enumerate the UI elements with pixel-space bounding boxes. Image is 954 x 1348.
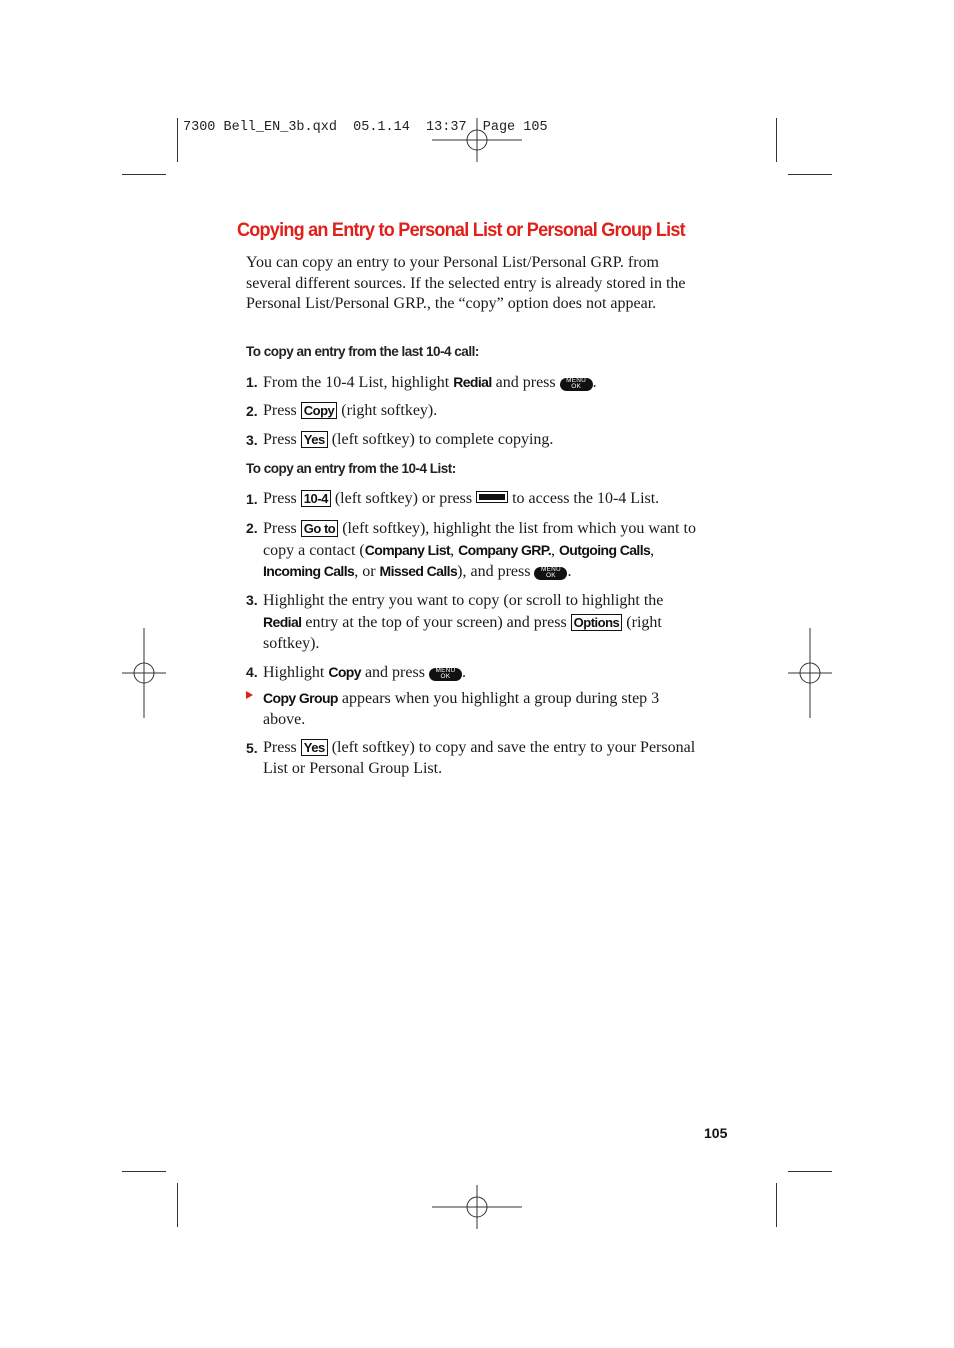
step-text: From the 10-4 List, highlight bbox=[263, 374, 454, 391]
step-text: Press bbox=[263, 490, 301, 507]
step-text: entry at the top of your screen) and press bbox=[301, 613, 571, 631]
step-text: , bbox=[650, 541, 655, 559]
step-text: Press bbox=[263, 431, 301, 448]
step-text: Press bbox=[263, 520, 301, 537]
step-number: 3. bbox=[246, 592, 258, 608]
step-text: (left softkey) to complete copying. bbox=[327, 431, 554, 448]
key-label: Copy bbox=[328, 664, 361, 680]
crop-mark bbox=[788, 174, 832, 175]
step-text: (left softkey), highlight the list from which you want to copy a contact ( bbox=[263, 520, 696, 559]
step-number: 1. bbox=[246, 374, 258, 390]
step-item bbox=[246, 401, 696, 422]
step-text: . bbox=[461, 664, 466, 681]
step-text: and press bbox=[491, 374, 560, 391]
step-text: (left softkey) or press bbox=[330, 490, 477, 507]
menu-ok-key-icon: MENU OK bbox=[534, 567, 567, 580]
crop-mark bbox=[177, 118, 178, 162]
step-number: 2. bbox=[246, 520, 258, 536]
step-number: 5. bbox=[246, 740, 258, 756]
step-text: (left softkey) to copy and save the entry to your Personal List or Personal Group List. bbox=[263, 739, 696, 777]
registration-mark-icon bbox=[432, 1185, 522, 1229]
step-text: (right softkey). bbox=[337, 402, 438, 419]
softkey-label: 10-4 bbox=[301, 490, 331, 507]
registration-mark-icon bbox=[122, 628, 166, 718]
key-label: Outgoing Calls bbox=[559, 541, 651, 558]
key-label: Missed Calls bbox=[379, 563, 458, 579]
step-number: 4. bbox=[246, 664, 258, 680]
crop-mark bbox=[122, 174, 166, 175]
step-text: , or bbox=[354, 563, 380, 580]
crop-mark bbox=[177, 1183, 178, 1227]
registration-mark-icon bbox=[788, 628, 832, 718]
softkey-label: Go to bbox=[301, 520, 338, 537]
softkey-label: Yes bbox=[301, 431, 328, 448]
step-text: , bbox=[551, 541, 560, 559]
section-heading: To copy an entry from the last 10-4 call: bbox=[246, 344, 479, 359]
key-label: Redial bbox=[263, 613, 302, 630]
key-label: Company GRP. bbox=[458, 541, 552, 558]
note-text: appears when you highlight a group during step 3 above. bbox=[263, 690, 660, 728]
step-item bbox=[246, 590, 696, 655]
step-item bbox=[246, 518, 696, 583]
note-item bbox=[246, 688, 696, 730]
step-text: (right softkey). bbox=[263, 613, 662, 652]
step-item bbox=[246, 738, 696, 779]
step-text: and press bbox=[360, 664, 429, 681]
crop-mark bbox=[776, 118, 777, 162]
softkey-label: Options bbox=[571, 614, 623, 631]
printer-slug: 7300 Bell_EN_3b.qxd 05.1.14 13:37 Page 105 bbox=[183, 120, 548, 135]
step-text: . bbox=[567, 563, 572, 580]
crop-mark bbox=[788, 1171, 832, 1172]
key-label: Redial bbox=[453, 374, 492, 390]
step-item bbox=[246, 372, 696, 394]
step-text: Highlight the entry you want to copy (or scroll to highlight the bbox=[263, 592, 664, 609]
step-number: 2. bbox=[246, 403, 258, 419]
menu-ok-key-icon: MENU OK bbox=[429, 668, 462, 681]
softkey-label: Copy bbox=[301, 402, 338, 419]
softkey-label: Yes bbox=[301, 739, 328, 756]
step-number: 1. bbox=[246, 491, 258, 507]
red-arrow-bullet-icon bbox=[246, 691, 253, 699]
crop-mark bbox=[122, 1171, 166, 1172]
key-label: Incoming Calls bbox=[263, 563, 355, 579]
ptt-key-icon bbox=[476, 491, 508, 503]
key-label: Copy Group bbox=[263, 690, 338, 706]
step-number: 3. bbox=[246, 432, 258, 448]
step-text: Highlight bbox=[263, 664, 329, 681]
page-title: Copying an Entry to Personal List or Personal Group List bbox=[237, 220, 685, 241]
step-text: , bbox=[450, 541, 459, 559]
step-item bbox=[246, 489, 696, 510]
menu-ok-key-icon: MENU OK bbox=[560, 378, 593, 391]
section-heading: To copy an entry from the 10-4 List: bbox=[246, 461, 456, 476]
crop-mark bbox=[776, 1183, 777, 1227]
step-text: . bbox=[592, 374, 597, 391]
intro-paragraph: You can copy an entry to your Personal List/Personal GRP. from several different sources. If the selected entry is already stored in the Personal List/Personal GRP., the “copy” option does not appear. bbox=[246, 254, 686, 312]
step-text: Press bbox=[263, 739, 301, 756]
step-text: ), and press bbox=[457, 563, 535, 580]
step-item bbox=[246, 430, 696, 451]
registration-mark-icon bbox=[432, 118, 522, 162]
key-label: Company List bbox=[364, 541, 451, 558]
step-text: to access the 10-4 List. bbox=[508, 490, 660, 507]
page-number: 105 bbox=[704, 1125, 728, 1141]
step-text: Press bbox=[263, 402, 301, 419]
step-item bbox=[246, 662, 696, 684]
